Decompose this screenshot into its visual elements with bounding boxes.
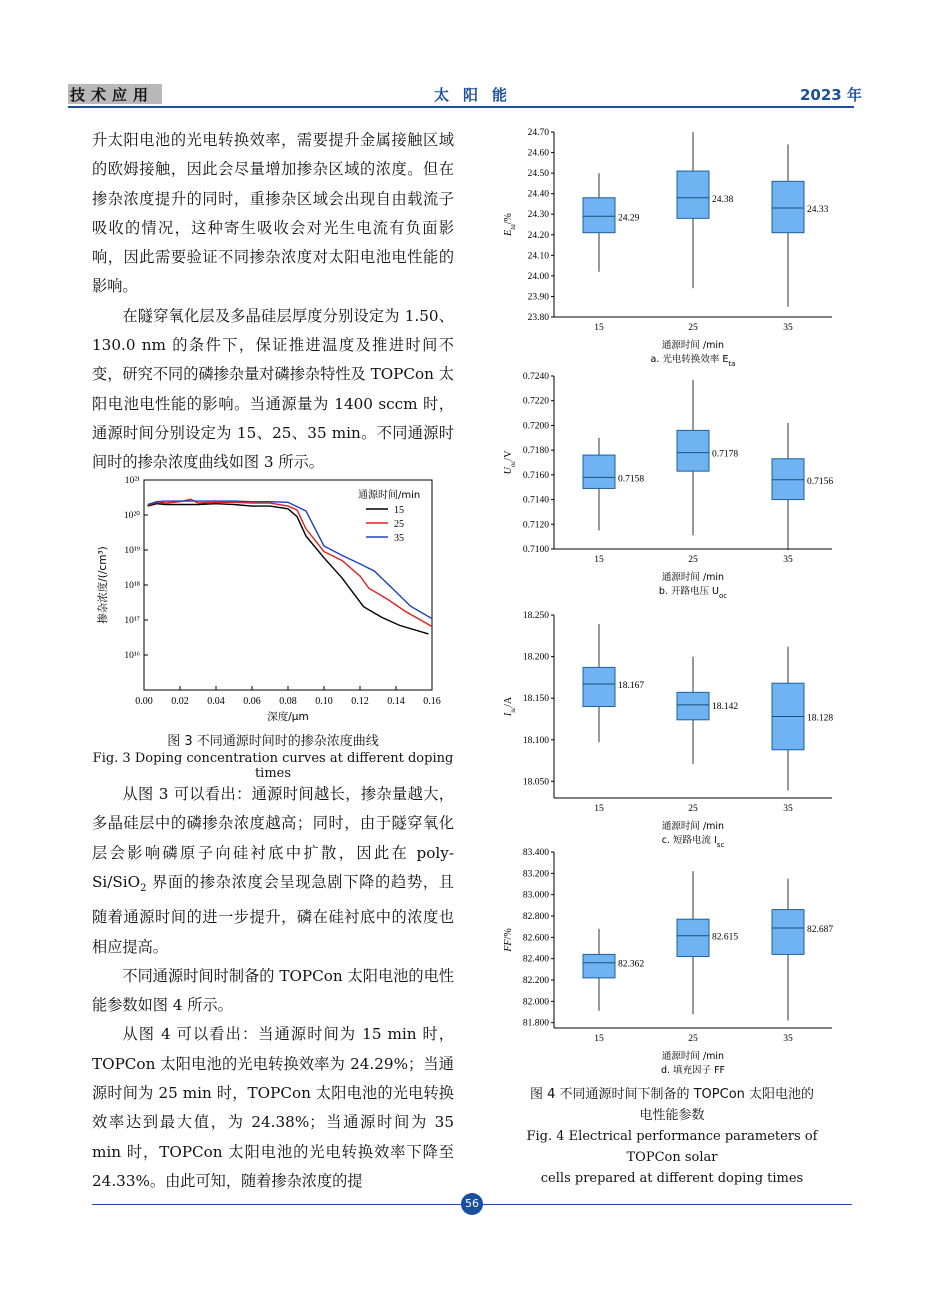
fig3-x-tick-label: 0.02: [171, 696, 189, 707]
fig4-caption-cn: [498, 1084, 846, 1126]
fig4-panel-1: [503, 128, 832, 368]
fig4-y-tick-label: 0.7220: [522, 396, 549, 407]
fig4-y-axis-label: FF/%: [503, 928, 514, 952]
fig4-y-axis-label-sub: oc: [509, 460, 517, 468]
fig4-x-tick-label: 15: [594, 323, 604, 333]
fig4-box-body: [677, 919, 709, 956]
fig4-y-tick-label: 24.70: [527, 128, 549, 138]
fig4-box-median-label: 18.142: [712, 701, 739, 712]
fig4-y-tick-label: 0.7140: [522, 495, 549, 506]
fig3-x-tick-label: 0.12: [351, 696, 369, 707]
fig4-caption-en-line2: cells prepared at different doping times: [540, 1171, 804, 1186]
fig4-x-axis-label: 通源时间 /min: [661, 340, 725, 351]
fig4-box-body: [772, 459, 804, 500]
fig4-box-median-label: 0.7156: [807, 476, 834, 487]
fig4-box-median-label: 18.167: [618, 681, 645, 692]
fig4-box-body: [583, 455, 615, 488]
fig4-y-tick-label: 82.400: [522, 954, 549, 965]
fig4-y-axis-label: $I_{sc}/A$: [503, 696, 517, 717]
fig4-x-tick-label: 25: [688, 555, 698, 565]
paragraph-4: 不同通源时间时制备的 TOPCon 太阳电池的电性能参数如图 4 所示。: [92, 966, 454, 1015]
fig4-y-tick-label: 0.7180: [522, 446, 549, 457]
fig4-y-tick-label: 23.90: [527, 292, 549, 303]
fig4-box-median-label: 82.687: [807, 925, 834, 936]
paragraph-3: [92, 780, 454, 962]
fig4-y-axis-label: $E_{ta}/\%$: [503, 213, 517, 236]
fig4-x-tick-label: 35: [783, 804, 793, 814]
paragraph-3-sub: 2: [140, 882, 147, 894]
fig4-y-tick-label: 24.10: [527, 251, 549, 262]
header-journal: 太阳能: [434, 86, 522, 104]
fig4-y-tick-label: 18.150: [522, 694, 549, 705]
fig4-y-tick-label: 82.800: [522, 912, 549, 922]
header-divider: [68, 106, 854, 108]
fig4-box-median-label: 24.33: [807, 205, 829, 216]
fig4-y-tick-label: 82.600: [522, 933, 549, 944]
paragraph-5: 从图 4 可以看出：当通源时间为 15 min 时，TOPCon 太阳电池的光电转换效率为 24.29%；当通源时间为 25 min 时，TOPCon 太阳电池的光电转换效率达到最大值，为 24.38%；当通源时间为 35 min 时，TOPCon 太阳电池的光电转换效率下降至 24.33%。由此可知，随着掺杂浓度的提: [92, 1025, 454, 1190]
fig4-x-tick-label: 35: [783, 323, 793, 333]
fig4-caption-cn-line2: 电性能参数: [639, 1108, 705, 1123]
fig4-box-median-label: 0.7178: [712, 449, 739, 460]
fig3-legend-label-25: 25: [394, 519, 404, 530]
fig3-y-tick-label: 10²¹: [124, 476, 140, 486]
fig4-x-tick-label: 25: [688, 323, 698, 333]
fig4-x-tick-label: 15: [594, 555, 604, 565]
header-year: 2023 年: [800, 86, 862, 104]
fig3-x-tick-label: 0.16: [423, 696, 441, 707]
fig4-box-body: [677, 171, 709, 218]
fig4-box-body: [583, 198, 615, 233]
fig3-y-tick-label: 10²⁰: [123, 511, 140, 521]
fig3-x-axis-label: 深度/μm: [267, 711, 309, 723]
fig4-box-median-label: 18.128: [807, 713, 834, 724]
fig4-y-tick-label: 24.40: [527, 189, 549, 200]
fig4-box-charts: [498, 122, 850, 1084]
fig4-y-tick-label: 0.7200: [522, 421, 549, 432]
fig3-legend-label-15: 15: [394, 505, 404, 516]
page-number: 56: [461, 1193, 483, 1215]
fig4-panel-subtitle: b. 开路电压 $U_{oc}$: [658, 586, 728, 600]
fig3-y-tick-label: 10¹⁷: [124, 616, 140, 626]
fig3-y-tick-label: 10¹⁸: [124, 581, 140, 591]
fig4-box-median-label: 82.615: [712, 932, 739, 943]
fig4-box-median-label: 24.29: [618, 213, 640, 224]
header-section: 技术应用: [70, 86, 155, 104]
fig4-y-axis-label: $U_{oc}/V$: [503, 450, 517, 475]
paragraph-2: 在隧穿氧化层及多晶硅层厚度分别设定为 1.50、130.0 nm 的条件下，保证推进温度及推进时间不变，研究不同的磷掺杂量对磷掺杂特性及 TOPCon 太阳电池电性能的影响。当通源量为 1400 sccm 时，通源时间分别设定为 15、25、35 min。不同通源时间时的掺杂浓度曲线如图 3 所示。: [92, 306, 454, 472]
fig4-panel-subtitle: d. 填充因子 FF: [660, 1065, 726, 1076]
fig4-y-tick-label: 81.800: [522, 1018, 549, 1029]
fig3-caption-en: Fig. 3 Doping concentration curves at different doping times: [92, 751, 454, 781]
fig4-x-tick-label: 25: [688, 804, 698, 814]
fig3-x-tick-label: 0.04: [207, 696, 225, 707]
fig4-y-axis-unit: /%: [503, 213, 514, 225]
fig4-panel-subtitle-sub: sc: [716, 841, 725, 849]
fig4-panel-subtitle-sub: oc: [718, 592, 728, 600]
fig4-y-axis-label-sub: ta: [509, 224, 517, 230]
fig4-y-tick-label: 83.400: [522, 848, 549, 858]
fig4-x-tick-label: 35: [783, 555, 793, 565]
fig3-caption-cn: 图 3 不同通源时间时的掺杂浓度曲线: [167, 734, 379, 749]
fig4-panel-subtitle-sub: ta: [728, 360, 736, 368]
fig4-panel-4: [503, 848, 833, 1076]
fig3-series-line-25: [148, 499, 432, 626]
fig4-box-body: [583, 954, 615, 977]
fig4-y-tick-label: 18.100: [522, 735, 549, 746]
fig4-x-axis-label: 通源时间 /min: [661, 572, 725, 583]
fig4-box-body: [677, 692, 709, 719]
fig4-y-axis-unit: /V: [503, 450, 514, 461]
fig4-y-tick-label: 23.80: [527, 313, 549, 323]
fig4-x-axis-label: 通源时间 /min: [661, 1051, 725, 1062]
fig4-y-tick-label: 24.00: [527, 271, 549, 282]
fig3-x-tick-label: 0.10: [315, 696, 333, 707]
fig4-panel-subtitle: c. 短路电流 $I_{sc}$: [661, 835, 725, 849]
fig4-y-tick-label: 0.7120: [522, 520, 549, 531]
fig4-y-axis-unit: /A: [503, 696, 514, 707]
fig4-box-median-label: 24.38: [712, 194, 734, 205]
fig4-y-tick-label: 83.000: [522, 890, 549, 901]
fig4-box-body: [583, 667, 615, 706]
fig3-y-tick-label: 10¹⁹: [124, 546, 140, 556]
fig3-x-tick-label: 0.00: [135, 696, 153, 707]
fig4-y-tick-label: 0.7160: [522, 470, 549, 481]
fig3-legend-label-35: 35: [394, 533, 404, 544]
fig4-y-tick-label: 24.50: [527, 169, 549, 180]
fig3-legend-title: 通源时间/min: [358, 490, 421, 501]
fig4-y-tick-label: 82.200: [522, 976, 549, 986]
fig4-y-tick-label: 24.20: [527, 230, 549, 241]
fig3-doping-chart: [92, 468, 454, 726]
fig4-panel-3: [503, 611, 833, 849]
fig4-box-body: [677, 430, 709, 471]
paragraph-1: 升太阳电池的光电转换效率，需要提升金属接触区域的欧姆接触，因此会尽量增加掺杂区域的浓度。但在掺杂浓度提升的同时，重掺杂区域会出现自由载流子吸收的情况，这种寄生吸收会对光生电流有负面影响，因此需要验证不同掺杂浓度对太阳电池电性能的影响。: [92, 131, 454, 296]
fig3-y-tick-label: 10¹⁶: [124, 651, 140, 661]
fig4-panel-subtitle: a. 光电转换效率 $E_{ta}$: [650, 354, 736, 368]
fig4-panel-2: [503, 372, 833, 600]
fig4-y-tick-label: 18.050: [522, 777, 549, 788]
fig4-y-tick-label: 18.200: [522, 652, 549, 663]
fig4-x-tick-label: 25: [688, 1034, 698, 1044]
fig4-y-axis-label-sub: sc: [509, 706, 517, 713]
fig4-caption-en: [498, 1126, 846, 1189]
fig4-x-tick-label: 15: [594, 804, 604, 814]
paragraph-3-text: 从图 3 可以看出：通源时间越长，掺杂量越大，多晶硅层中的磷掺杂浓度越高；同时，由于隧穿氧化层会影响磷原子向硅衬底中扩散，因此在 poly-Si/SiO: [92, 785, 454, 891]
fig4-x-tick-label: 35: [783, 1034, 793, 1044]
fig3-x-tick-label: 0.08: [279, 696, 297, 707]
fig4-y-axis-unit: /%: [503, 928, 514, 940]
fig3-x-tick-label: 0.06: [243, 696, 261, 707]
fig3-x-tick-label: 0.14: [387, 696, 405, 707]
fig4-caption-en-line1: Fig. 4 Electrical performance parameters of TOPCon solar: [526, 1129, 818, 1165]
fig4-y-tick-label: 24.30: [527, 210, 549, 221]
fig4-x-tick-label: 15: [594, 1034, 604, 1044]
fig4-y-tick-label: 18.250: [522, 611, 549, 621]
fig4-box-median-label: 0.7158: [618, 474, 645, 485]
text-block-2: [92, 780, 454, 1196]
fig4-box-body: [772, 181, 804, 232]
fig4-box-body: [772, 910, 804, 955]
fig4-y-tick-label: 0.7100: [522, 545, 549, 555]
fig4-caption-cn-line1: 图 4 不同通源时间下制备的 TOPCon 太阳电池的: [529, 1087, 815, 1102]
text-block-1: [92, 126, 454, 478]
fig4-y-tick-label: 0.7240: [522, 372, 549, 382]
fig4-y-tick-label: 24.60: [527, 148, 549, 159]
fig4-y-tick-label: 83.200: [522, 869, 549, 880]
fig3-y-axis-label: 掺杂浓度/(/cm³): [97, 546, 109, 624]
fig4-x-axis-label: 通源时间 /min: [661, 821, 725, 832]
fig4-box-median-label: 82.362: [618, 959, 645, 970]
fig4-y-tick-label: 82.000: [522, 997, 549, 1008]
paragraph-3-end: 界面的掺杂浓度会呈现急剧下降的趋势，且随着通源时间的进一步提升，磷在硅衬底中的浓度也相应提高。: [92, 872, 454, 956]
